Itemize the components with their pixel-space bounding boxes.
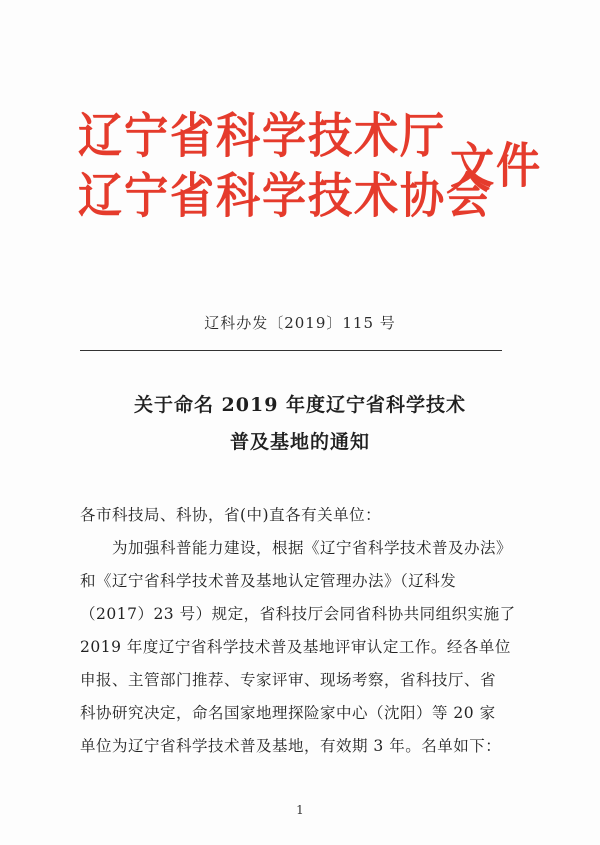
document-type-label: 文件 xyxy=(450,138,543,194)
document-red-header xyxy=(78,100,548,240)
body-line: 和《辽宁省科学技术普及基地认定管理办法》（辽科发 xyxy=(80,572,457,590)
document-number: 辽科办发〔2019〕115 号 xyxy=(204,314,396,332)
page-number: 1 xyxy=(296,803,304,817)
header-divider xyxy=(80,350,502,351)
issuing-agency-1: 辽宁省科学技术厅 xyxy=(78,108,447,164)
body-line: 单位为辽宁省科学技术普及基地，有效期 3 年。名单如下： xyxy=(80,737,502,755)
notice-title-line-1: 关于命名 2019 年度辽宁省科学技术 xyxy=(133,394,467,416)
body-line: 为加强科普能力建设，根据《辽宁省科学技术普及办法》 xyxy=(112,539,513,557)
body-line: 申报、主管部门推荐、专家评审、现场考察，省科技厅、省 xyxy=(80,671,497,689)
body-line: 2019 年度辽宁省科学技术普及基地评审认定工作。经各单位 xyxy=(80,638,511,656)
body-line: （2017）23 号）规定，省科技厅会同省科协共同组织实施了 xyxy=(80,605,516,623)
salutation: 各市科技局、科协，省(中)直各有关单位： xyxy=(80,506,382,524)
body-line: 科协研究决定，命名国家地理探险家中心（沈阳）等 20 家 xyxy=(80,704,496,722)
notice-title-line-2: 普及基地的通知 xyxy=(229,431,370,453)
issuing-agency-2: 辽宁省科学技术协会 xyxy=(78,168,493,224)
